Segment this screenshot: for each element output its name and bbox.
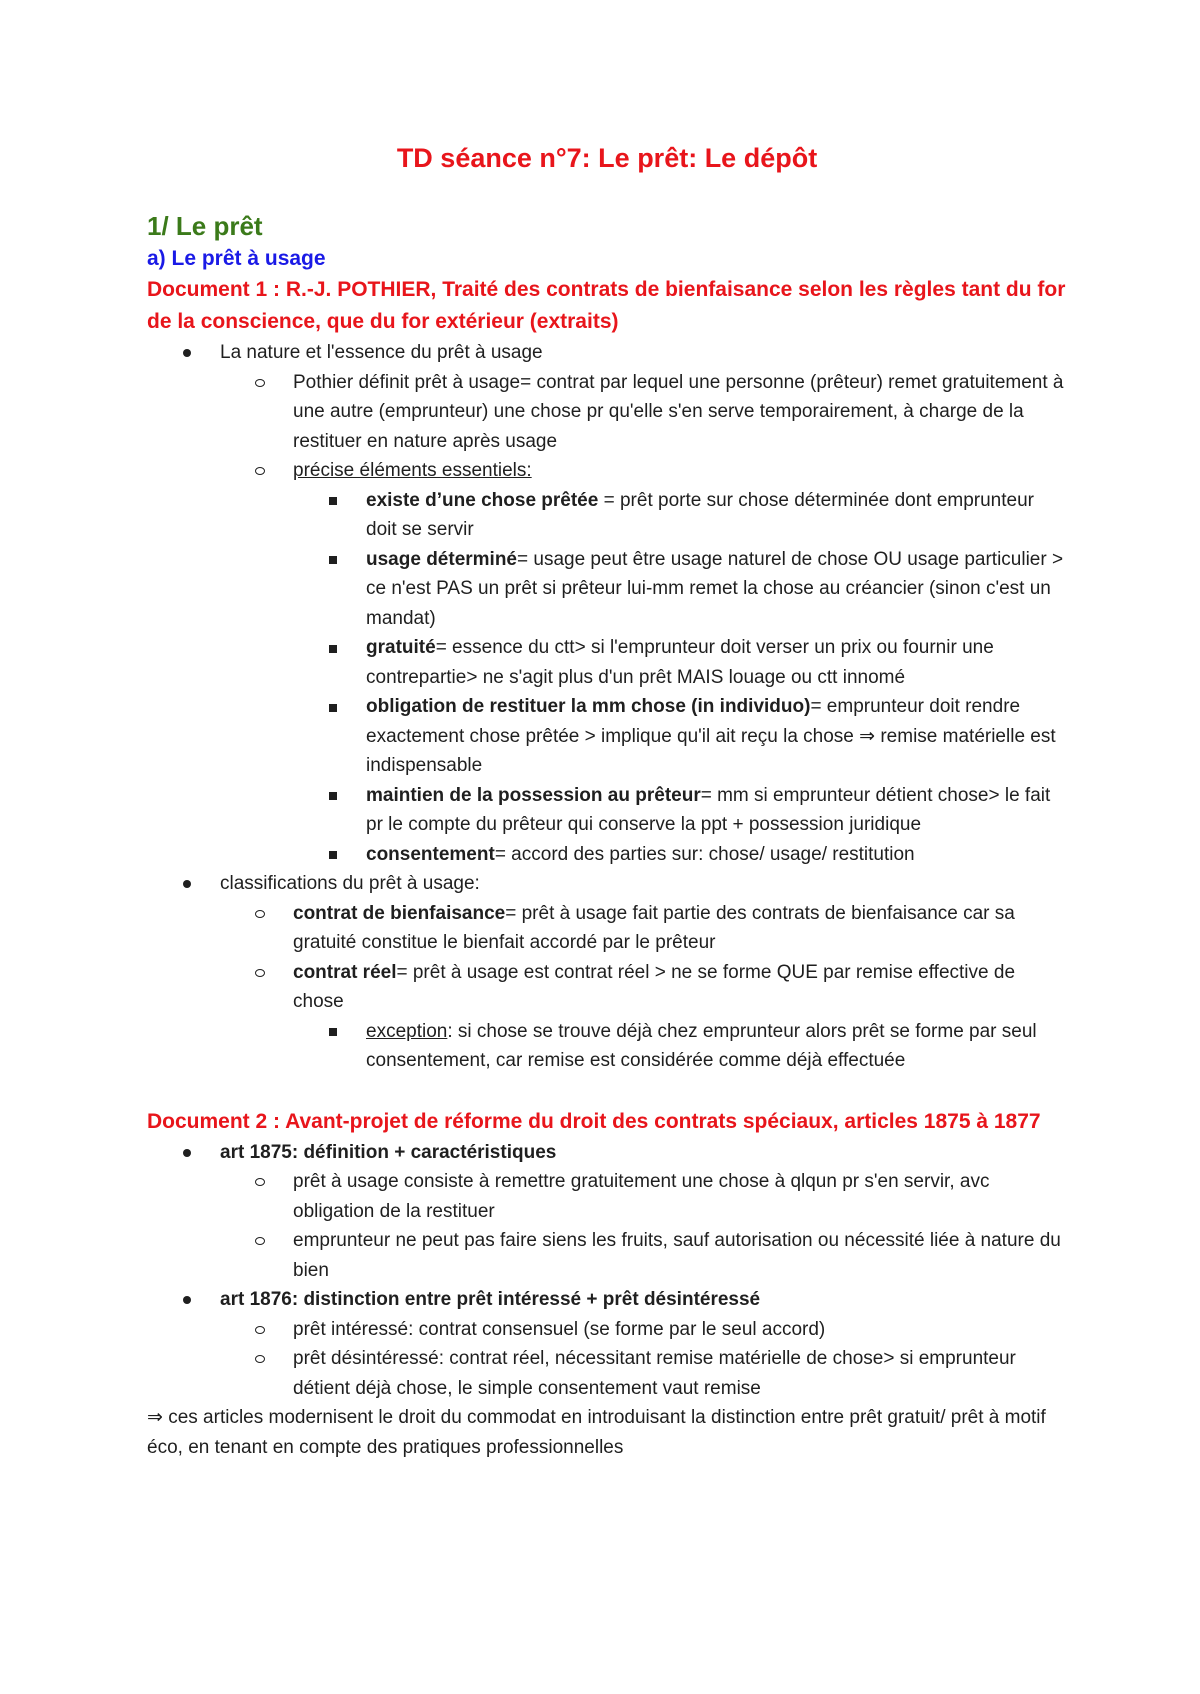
list-item — [220, 1167, 1067, 1226]
bullet-circle-icon — [255, 368, 265, 398]
list-item — [293, 545, 1067, 634]
section-heading-pret: 1/ Le prêt — [147, 211, 263, 241]
bullet-square-icon — [329, 633, 337, 663]
bullet-square-icon — [329, 840, 337, 870]
bullet-circle-icon — [255, 456, 265, 486]
definition: : si chose se trouve déjà chez emprunteur alors prêt se forme par seul consentement, car remise est considérée comme déjà effectuée — [366, 1020, 1037, 1071]
definition: = accord des parties sur: chose/ usage/ restitution — [494, 843, 915, 865]
term: exception — [366, 1020, 448, 1042]
bullet-disc-icon — [183, 869, 191, 899]
bullet-disc-icon — [183, 1285, 191, 1315]
list-item — [147, 869, 1067, 1076]
bullet-square-icon — [329, 545, 337, 575]
list-item — [147, 1285, 1067, 1403]
list-item-text: classifications du prêt à usage: — [220, 873, 480, 894]
list-item — [147, 338, 1067, 869]
list-item — [220, 1226, 1067, 1285]
term: contrat réel — [293, 961, 397, 983]
list-item — [293, 633, 1067, 692]
document-2-title: Document 2 : Avant-projet de réforme du droit des contrats spéciaux, articles 1875 à 1877 — [147, 1109, 1041, 1133]
subheading-pret-a-usage: a) Le prêt à usage — [147, 247, 326, 270]
bullet-square-icon — [329, 692, 337, 722]
page-title: TD séance n°7: Le prêt: Le dépôt — [396, 143, 818, 173]
list-item-text: Pothier définit prêt à usage= contrat par lequel une personne (prêteur) remet gratuitement à une autre (emprunteur) une chose pr qu'elle s'en serve temporairement, à charge de la restituer en nature après usage — [293, 371, 1064, 452]
term: usage déterminé — [366, 548, 517, 570]
bullet-square-icon — [329, 781, 337, 811]
bullet-circle-icon — [255, 1344, 265, 1374]
list-item-text: art 1875: définition + caractéristiques — [220, 1141, 557, 1163]
list-item-text: prêt intéressé: contrat consensuel (se forme par le seul accord) — [293, 1318, 826, 1340]
document-page — [147, 140, 1067, 1462]
term: contrat de bienfaisance — [293, 902, 506, 924]
definition: = emprunteur doit rendre exactement chose prêtée > implique qu'il ait reçu la chose ⇒ remise matérielle est indispensable — [366, 696, 1056, 776]
list-item — [293, 692, 1067, 781]
conclusion-paragraph: ⇒ ces articles modernisent le droit du commodat en introduisant la distinction entre prêt gratuit/ prêt à motif éco, en tenant en compte des pratiques professionnelles — [147, 1407, 1046, 1458]
bullet-circle-icon — [255, 1226, 265, 1256]
definition: = essence du ctt> si l'emprunteur doit verser un prix ou fournir une contrepartie> ne s'agit plus d'un prêt MAIS louage ou ctt innomé — [366, 637, 994, 688]
list-item-text: La nature et l'essence du prêt à usage — [220, 342, 543, 363]
bullet-disc-icon — [183, 1138, 191, 1168]
list-item-text: prêt désintéressé: contrat réel, nécessitant remise matérielle de chose> si emprunteur détient déjà chose, le simple consentement vaut remise — [293, 1348, 1016, 1399]
bullet-circle-icon — [255, 958, 265, 988]
list-item-text: prêt à usage consiste à remettre gratuitement une chose à qlqun pr s'en servir, avc obligation de la restituer — [293, 1171, 990, 1222]
document-2-list — [147, 1138, 1067, 1404]
list-item-text: précise éléments essentiels: — [293, 460, 532, 481]
list-item-text: emprunteur ne peut pas faire siens les fruits, sauf autorisation ou nécessité liée à nature du bien — [293, 1230, 1061, 1281]
list-item — [220, 1344, 1067, 1403]
bullet-circle-icon — [255, 899, 265, 929]
list-item — [147, 1138, 1067, 1286]
document-1-list — [147, 338, 1067, 1076]
bullet-square-icon — [329, 1017, 337, 1047]
definition: = prêt à usage est contrat réel > ne se forme QUE par remise effective de chose — [293, 961, 1016, 1012]
term: consentement — [366, 843, 495, 865]
term: maintien de la possession au prêteur — [366, 784, 701, 806]
definition: = prêt porte sur chose déterminée dont emprunteur doit se servir — [366, 489, 1034, 540]
term: gratuité — [366, 637, 436, 658]
list-item — [220, 899, 1067, 958]
definition: = usage peut être usage naturel de chose OU usage particulier > ce n'est PAS un prêt si prêteur lui-mm remet la chose au créancier (sinon c'est un mandat) — [366, 548, 1064, 629]
bullet-circle-icon — [255, 1167, 265, 1197]
list-item — [220, 1315, 1067, 1345]
list-item — [220, 368, 1067, 457]
definition: = mm si emprunteur détient chose> le fait pr le compte du prêteur qui conserve la ppt + possession juridique — [366, 784, 1051, 835]
list-item — [293, 486, 1067, 545]
term: obligation de restituer la mm chose (in individuo) — [366, 696, 811, 717]
definition: = prêt à usage fait partie des contrats de bienfaisance car sa gratuité constitue le bienfait accordé par le prêteur — [293, 902, 1015, 953]
bullet-square-icon — [329, 486, 337, 516]
list-item — [293, 840, 1067, 870]
list-item — [220, 958, 1067, 1076]
list-item — [220, 456, 1067, 869]
term: existe d’une chose prêtée — [366, 489, 599, 511]
bullet-circle-icon — [255, 1315, 265, 1345]
document-1-title: Document 1 : R.-J. POTHIER, Traité des contrats de bienfaisance selon les règles tant du for de la conscience, que du for extérieur (extraits) — [147, 278, 1066, 333]
list-item — [293, 781, 1067, 840]
bullet-disc-icon — [183, 338, 191, 368]
list-item-text: art 1876: distinction entre prêt intéressé + prêt désintéressé — [220, 1289, 761, 1310]
list-item — [293, 1017, 1067, 1076]
